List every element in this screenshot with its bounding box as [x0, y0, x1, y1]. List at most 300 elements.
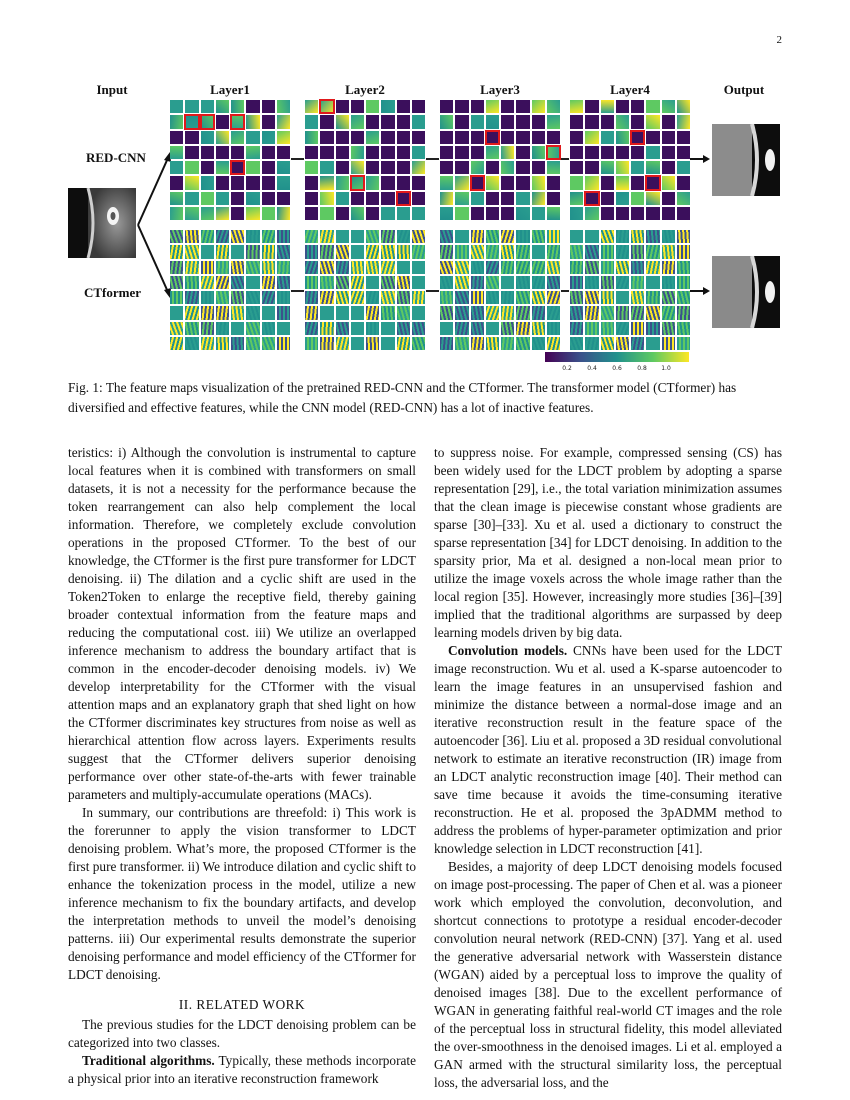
- redcnn-layer2-maps: [305, 100, 425, 220]
- feature-map-tile: [601, 192, 614, 205]
- feature-map-tile: [277, 291, 290, 304]
- feature-map-tile: [262, 337, 275, 350]
- feature-map-tile: [486, 115, 499, 128]
- feature-map-tile: [320, 131, 333, 144]
- feature-map-tile: [616, 322, 629, 335]
- feature-map-tile: [262, 261, 275, 274]
- feature-map-tile: [501, 337, 514, 350]
- feature-map-tile: [585, 245, 598, 258]
- feature-map-tile: [471, 100, 484, 113]
- connector: [426, 158, 439, 160]
- feature-map-tile: [662, 207, 675, 220]
- feature-map-tile: [662, 161, 675, 174]
- feature-map-tile: [455, 306, 468, 319]
- feature-map-tile: [277, 322, 290, 335]
- feature-map-tile: [440, 291, 453, 304]
- feature-map-tile: [570, 306, 583, 319]
- feature-map-tile: [320, 291, 333, 304]
- paragraph-lead: Convolution models.: [448, 643, 568, 658]
- feature-map-tile: [677, 115, 690, 128]
- feature-map-tile: [351, 207, 364, 220]
- feature-map-tile: [547, 276, 560, 289]
- colorbar-tick: 0.4: [587, 365, 597, 372]
- feature-map-tile: [532, 192, 545, 205]
- feature-map-tile: [677, 176, 690, 189]
- feature-map-tile: [501, 230, 514, 243]
- col-header-layer2: Layer2: [345, 82, 385, 97]
- feature-map-tile: [486, 161, 499, 174]
- feature-map-tile: [185, 337, 198, 350]
- feature-map-tile: [185, 176, 198, 189]
- ctformer-output-image: [712, 256, 780, 328]
- feature-map-tile: [320, 322, 333, 335]
- feature-map-tile: [570, 161, 583, 174]
- feature-map-tile: [646, 230, 659, 243]
- feature-map-tile: [336, 131, 349, 144]
- feature-map-tile: [170, 100, 183, 113]
- feature-map-tile: [486, 291, 499, 304]
- feature-map-tile: [246, 291, 259, 304]
- feature-map-tile: [532, 245, 545, 258]
- feature-map-tile: [516, 146, 529, 159]
- feature-map-tile: [455, 230, 468, 243]
- feature-map-tile: [501, 146, 514, 159]
- feature-map-tile: [351, 291, 364, 304]
- feature-map-tile: [631, 261, 644, 274]
- feature-map-tile: [547, 161, 560, 174]
- feature-map-tile: [585, 161, 598, 174]
- feature-map-tile: [246, 161, 259, 174]
- feature-map-tile: [662, 306, 675, 319]
- feature-map-tile: [262, 276, 275, 289]
- feature-map-tile: [532, 306, 545, 319]
- feature-map-tile: [216, 276, 229, 289]
- feature-map-tile: [455, 276, 468, 289]
- feature-map-tile: [201, 100, 214, 113]
- feature-map-tile: [570, 230, 583, 243]
- feature-map-tile: [381, 115, 394, 128]
- feature-map-tile: [381, 261, 394, 274]
- feature-map-tile: [570, 207, 583, 220]
- feature-map-tile: [231, 337, 244, 350]
- feature-map-tile: [397, 207, 410, 220]
- feature-map-tile: [585, 131, 598, 144]
- feature-map-tile: [246, 276, 259, 289]
- feature-map-tile: [305, 100, 318, 113]
- feature-map-tile: [277, 161, 290, 174]
- feature-map-tile: [646, 115, 659, 128]
- feature-map-tile: [570, 261, 583, 274]
- redcnn-layer1-maps: [170, 100, 290, 220]
- feature-map-tile: [412, 306, 425, 319]
- feature-map-tile: [336, 192, 349, 205]
- feature-map-tile: [601, 306, 614, 319]
- feature-map-tile: [305, 337, 318, 350]
- feature-map-tile: [336, 276, 349, 289]
- feature-map-tile: [631, 276, 644, 289]
- feature-map-tile: [516, 115, 529, 128]
- feature-map-tile: [455, 261, 468, 274]
- feature-map-tile: [412, 100, 425, 113]
- feature-map-tile: [277, 245, 290, 258]
- section-heading: II. RELATED WORK: [178, 997, 306, 1012]
- feature-map-tile: [381, 337, 394, 350]
- output-arrows: [690, 150, 712, 300]
- feature-map-tile: [246, 131, 259, 144]
- feature-map-tile: [662, 322, 675, 335]
- feature-map-tile: [412, 131, 425, 144]
- feature-map-tile: [585, 306, 598, 319]
- feature-map-tile: [336, 207, 349, 220]
- feature-map-tile: [601, 146, 614, 159]
- feature-map-tile: [440, 115, 453, 128]
- feature-map-tile: [351, 176, 364, 189]
- feature-map-tile: [601, 230, 614, 243]
- feature-map-tile: [616, 306, 629, 319]
- paragraph-text: CNNs have been used for the LDCT image reconstruction. Wu et al. used a K-sparse autoencoder to learn the image features in an unsupervised fashion and minimize the distance between a normal-dose image and an iterative reconstruction result in the feature space of the autoencoder [36]. Liu et al. proposed a 3D residual convolutional network to estimate an iterative reconstruction (IR) image from an LDCT analytic reconstruction image [40]. Their method can save time because it avoids the time-consuming iterative reconstruction. He et al. proposed the 3pADMM method to address the problems of hyper-parameter optimization and prior knowledge selection in LDCT reconstruction [41].: [434, 643, 782, 856]
- feature-map-tile: [201, 207, 214, 220]
- feature-map-tile: [216, 176, 229, 189]
- feature-map-tile: [532, 230, 545, 243]
- feature-map-tile: [471, 306, 484, 319]
- feature-map-tile: [262, 100, 275, 113]
- feature-map-tile: [170, 276, 183, 289]
- feature-map-tile: [351, 261, 364, 274]
- feature-map-tile: [170, 207, 183, 220]
- feature-map-tile: [262, 322, 275, 335]
- feature-map-tile: [231, 146, 244, 159]
- paragraph: to suppress noise. For example, compressed sensing (CS) has been widely used for the LDCT problem by adopting a sparse representation [29], i.e., the total variation minimization assumes that the clean image is piecewise constant whose gradients are sparse [30]–[33]. Xu et al. used a dictionary to construct the sparse representation [34] for LDCT denoising. In addition to the sparsity prior, Ma et al. designed a non-local mean prior to utilize the image voxels across the whole image rather than the local region [35]. However, increasingly more studies [36]–[39] implied that the traditional algorithms are surpassed by deep learning models driven by big data.: [434, 445, 782, 640]
- feature-map-tile: [455, 176, 468, 189]
- feature-map-tile: [320, 276, 333, 289]
- feature-map-tile: [471, 161, 484, 174]
- feature-map-tile: [201, 192, 214, 205]
- feature-map-tile: [320, 245, 333, 258]
- feature-map-tile: [397, 131, 410, 144]
- feature-map-tile: [246, 192, 259, 205]
- page-number: 2: [776, 34, 782, 46]
- feature-map-tile: [646, 207, 659, 220]
- feature-map-tile: [305, 131, 318, 144]
- feature-map-tile: [455, 161, 468, 174]
- feature-map-tile: [547, 115, 560, 128]
- feature-map-tile: [501, 176, 514, 189]
- feature-map-tile: [170, 131, 183, 144]
- feature-map-tile: [501, 245, 514, 258]
- feature-map-tile: [601, 276, 614, 289]
- feature-map-tile: [262, 161, 275, 174]
- ctformer-layer1-maps: [170, 230, 290, 350]
- feature-map-tile: [662, 176, 675, 189]
- feature-map-tile: [246, 115, 259, 128]
- input-arrows: [136, 150, 172, 300]
- feature-map-tile: [320, 306, 333, 319]
- feature-map-tile: [366, 131, 379, 144]
- feature-map-tile: [501, 276, 514, 289]
- feature-map-tile: [231, 230, 244, 243]
- feature-map-tile: [216, 161, 229, 174]
- feature-map-tile: [547, 131, 560, 144]
- feature-map-tile: [532, 176, 545, 189]
- feature-map-tile: [336, 337, 349, 350]
- feature-map-tile: [366, 276, 379, 289]
- feature-map-tile: [170, 146, 183, 159]
- paragraph: [434, 642, 782, 858]
- feature-map-tile: [631, 146, 644, 159]
- feature-map-tile: [336, 291, 349, 304]
- feature-map-tile: [570, 322, 583, 335]
- feature-map-tile: [486, 306, 499, 319]
- feature-map-tile: [471, 115, 484, 128]
- feature-map-tile: [662, 100, 675, 113]
- feature-map-tile: [516, 100, 529, 113]
- feature-map-tile: [646, 261, 659, 274]
- feature-map-tile: [570, 291, 583, 304]
- feature-map-tile: [646, 146, 659, 159]
- feature-map-tile: [501, 161, 514, 174]
- feature-map-tile: [351, 161, 364, 174]
- feature-map-tile: [336, 230, 349, 243]
- row-label-ctformer: CTformer: [84, 285, 142, 300]
- feature-map-tile: [532, 276, 545, 289]
- feature-map-tile: [277, 306, 290, 319]
- feature-map-tile: [246, 322, 259, 335]
- feature-map-tile: [440, 261, 453, 274]
- feature-map-tile: [547, 245, 560, 258]
- feature-map-tile: [366, 146, 379, 159]
- feature-map-tile: [397, 337, 410, 350]
- feature-map-tile: [501, 207, 514, 220]
- feature-map-tile: [201, 337, 214, 350]
- feature-map-tile: [351, 192, 364, 205]
- feature-map-tile: [216, 146, 229, 159]
- feature-map-tile: [336, 115, 349, 128]
- feature-map-tile: [305, 306, 318, 319]
- feature-map-tile: [631, 207, 644, 220]
- feature-map-tile: [601, 322, 614, 335]
- feature-map-tile: [262, 192, 275, 205]
- feature-map-tile: [246, 100, 259, 113]
- feature-map-tile: [201, 245, 214, 258]
- feature-map-tile: [185, 146, 198, 159]
- col-header-layer3: Layer3: [480, 82, 520, 97]
- paragraph: teristics: i) Although the convolution is instrumental to capture local features when it is combined with transformers on small datasets, it is not a necessity for the performance because the token rearrangement can also help complement the local information. Therefore, we completely exclude convolution operations in the proposed CTformer. To the best of our knowledge, the CTformer is the first pure transformer for LDCT denoising. ii) The dilation and a cyclic shift are used in the Token2Token to enlarge the receptive field, thereby gaining broader contextual information from the feature maps and reducing the computational cost. iii) We utilize an overlapped inference mechanism to address the boundary artifact that is common in the encoder-decoder denoising models. iv) We develop interpretability for the CTformer with the visual attention maps and an explanatory graph that shed light on how the CTformer discriminates key structures from noise as well as hierarchical attention flow across layers. Experiments results suggest that the CTformer delivers superior denoising performance over other state-of-the-arts with fewer trainable parameters and multiply-accumulate operations (MACs).: [68, 445, 416, 802]
- feature-map-tile: [677, 245, 690, 258]
- feature-map-tile: [440, 161, 453, 174]
- feature-map-tile: [516, 192, 529, 205]
- feature-map-tile: [570, 245, 583, 258]
- feature-map-tile: [585, 291, 598, 304]
- feature-map-tile: [201, 230, 214, 243]
- feature-map-tile: [662, 230, 675, 243]
- feature-map-tile: [381, 276, 394, 289]
- feature-map-tile: [455, 207, 468, 220]
- feature-map-tile: [185, 291, 198, 304]
- feature-map-tile: [397, 176, 410, 189]
- feature-map-tile: [662, 276, 675, 289]
- feature-map-tile: [501, 100, 514, 113]
- feature-map-tile: [440, 192, 453, 205]
- feature-map-tile: [231, 207, 244, 220]
- feature-map-tile: [471, 131, 484, 144]
- connector: [561, 158, 569, 160]
- feature-map-tile: [631, 306, 644, 319]
- ctformer-layer4-maps: [570, 230, 690, 350]
- feature-map-tile: [305, 146, 318, 159]
- feature-map-tile: [532, 261, 545, 274]
- feature-map-tile: [547, 337, 560, 350]
- feature-map-tile: [366, 306, 379, 319]
- feature-map-tile: [185, 207, 198, 220]
- feature-map-tile: [616, 337, 629, 350]
- feature-map-tile: [585, 115, 598, 128]
- feature-map-tile: [412, 322, 425, 335]
- feature-map-tile: [547, 291, 560, 304]
- feature-map-tile: [646, 306, 659, 319]
- feature-map-tile: [440, 276, 453, 289]
- row-label-redcnn: RED-CNN: [86, 150, 146, 165]
- feature-map-tile: [381, 322, 394, 335]
- input-ct-image: [68, 188, 136, 258]
- feature-map-tile: [601, 291, 614, 304]
- feature-map-tile: [547, 207, 560, 220]
- feature-map-tile: [277, 261, 290, 274]
- feature-map-tile: [336, 161, 349, 174]
- feature-map-tile: [616, 192, 629, 205]
- feature-map-tile: [631, 192, 644, 205]
- feature-map-tile: [231, 176, 244, 189]
- feature-map-tile: [351, 337, 364, 350]
- feature-map-tile: [366, 337, 379, 350]
- feature-map-tile: [662, 261, 675, 274]
- feature-map-tile: [216, 291, 229, 304]
- feature-map-tile: [170, 306, 183, 319]
- feature-map-tile: [170, 230, 183, 243]
- feature-map-tile: [631, 245, 644, 258]
- feature-map-tile: [170, 176, 183, 189]
- feature-map-tile: [440, 176, 453, 189]
- feature-map-tile: [501, 131, 514, 144]
- feature-map-tile: [501, 192, 514, 205]
- feature-map-tile: [305, 176, 318, 189]
- feature-map-tile: [246, 146, 259, 159]
- feature-map-tile: [486, 261, 499, 274]
- feature-map-tile: [547, 176, 560, 189]
- feature-map-tile: [170, 261, 183, 274]
- feature-map-tile: [547, 146, 560, 159]
- feature-map-tile: [320, 100, 333, 113]
- feature-map-tile: [440, 230, 453, 243]
- feature-map-tile: [471, 207, 484, 220]
- feature-map-tile: [231, 261, 244, 274]
- feature-map-tile: [170, 161, 183, 174]
- feature-map-tile: [366, 176, 379, 189]
- feature-map-tile: [471, 261, 484, 274]
- feature-map-tile: [486, 207, 499, 220]
- feature-map-tile: [185, 100, 198, 113]
- feature-map-tile: [471, 192, 484, 205]
- feature-map-tile: [305, 291, 318, 304]
- feature-map-tile: [616, 245, 629, 258]
- feature-map-tile: [185, 245, 198, 258]
- feature-map-tile: [585, 230, 598, 243]
- feature-map-tile: [677, 306, 690, 319]
- feature-map-tile: [440, 146, 453, 159]
- feature-map-tile: [662, 192, 675, 205]
- feature-map-tile: [616, 291, 629, 304]
- feature-map-tile: [677, 291, 690, 304]
- feature-map-tile: [516, 337, 529, 350]
- col-header-layer1: Layer1: [210, 82, 250, 97]
- feature-map-tile: [277, 192, 290, 205]
- feature-map-tile: [336, 176, 349, 189]
- feature-map-tile: [366, 100, 379, 113]
- feature-map-tile: [601, 100, 614, 113]
- feature-map-tile: [516, 131, 529, 144]
- feature-map-tile: [585, 207, 598, 220]
- feature-map-tile: [277, 100, 290, 113]
- feature-map-tile: [646, 131, 659, 144]
- feature-map-tile: [440, 207, 453, 220]
- feature-map-tile: [631, 230, 644, 243]
- feature-map-tile: [320, 261, 333, 274]
- feature-map-tile: [351, 322, 364, 335]
- feature-map-tile: [201, 306, 214, 319]
- feature-map-tile: [677, 131, 690, 144]
- col-header-output: Output: [723, 82, 765, 97]
- feature-map-tile: [455, 337, 468, 350]
- feature-map-tile: [231, 322, 244, 335]
- feature-map-tile: [262, 176, 275, 189]
- feature-map-tile: [231, 115, 244, 128]
- feature-map-tile: [471, 276, 484, 289]
- feature-map-tile: [397, 100, 410, 113]
- feature-map-tile: [336, 245, 349, 258]
- feature-map-tile: [185, 261, 198, 274]
- feature-map-tile: [351, 100, 364, 113]
- connector: [291, 290, 304, 292]
- feature-map-tile: [616, 230, 629, 243]
- feature-map-tile: [397, 245, 410, 258]
- feature-map-tile: [262, 245, 275, 258]
- feature-map-tile: [201, 115, 214, 128]
- feature-map-tile: [185, 115, 198, 128]
- feature-map-tile: [631, 291, 644, 304]
- feature-map-tile: [336, 306, 349, 319]
- feature-map-tile: [305, 161, 318, 174]
- feature-map-tile: [570, 276, 583, 289]
- feature-map-tile: [486, 276, 499, 289]
- feature-map-tile: [501, 306, 514, 319]
- feature-map-tile: [262, 115, 275, 128]
- feature-map-tile: [305, 261, 318, 274]
- feature-map-tile: [351, 245, 364, 258]
- feature-map-tile: [231, 161, 244, 174]
- feature-map-tile: [185, 131, 198, 144]
- feature-map-tile: [455, 146, 468, 159]
- feature-map-tile: [381, 131, 394, 144]
- feature-map-tile: [471, 337, 484, 350]
- feature-map-tile: [501, 322, 514, 335]
- feature-map-tile: [351, 115, 364, 128]
- feature-map-tile: [601, 245, 614, 258]
- feature-map-tile: [570, 146, 583, 159]
- feature-map-tile: [320, 146, 333, 159]
- feature-map-tile: [631, 115, 644, 128]
- feature-map-tile: [516, 306, 529, 319]
- feature-map-tile: [397, 115, 410, 128]
- feature-map-tile: [532, 100, 545, 113]
